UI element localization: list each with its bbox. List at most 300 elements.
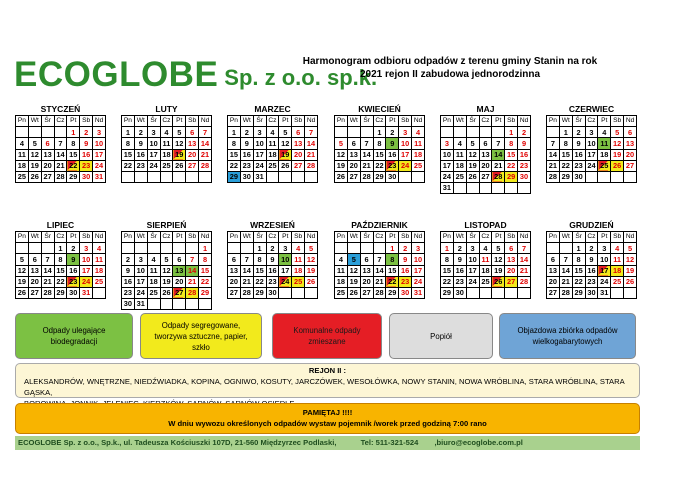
day-cell: 1 xyxy=(199,243,212,254)
day-cell: 12 xyxy=(624,254,637,265)
month-table xyxy=(334,115,425,183)
day-cell: 25 xyxy=(266,160,279,171)
day-cell: 21 xyxy=(492,160,505,171)
month-table xyxy=(15,115,106,183)
weekday-header: Cz xyxy=(479,232,492,243)
title-line-1: Harmonogram odbioru odpadów z terenu gminy Stanin na rok xyxy=(302,56,598,67)
weekday-header: Wt xyxy=(134,116,147,127)
pickup-day-cell: 9 xyxy=(67,254,80,265)
empty-cell xyxy=(347,243,360,254)
empty-cell xyxy=(305,287,318,298)
day-cell: 25 xyxy=(93,276,106,287)
empty-cell xyxy=(173,243,186,254)
day-cell: 23 xyxy=(266,276,279,287)
day-cell: 19 xyxy=(160,276,173,287)
day-cell: 4 xyxy=(292,243,305,254)
day-cell: 2 xyxy=(240,127,253,138)
day-cell: 2 xyxy=(453,243,466,254)
weekday-header: Śr xyxy=(147,116,160,127)
day-cell: 15 xyxy=(54,265,67,276)
day-cell: 5 xyxy=(466,138,479,149)
day-cell: 24 xyxy=(412,276,425,287)
day-cell: 18 xyxy=(598,149,611,160)
day-cell: 18 xyxy=(160,149,173,160)
pickup-day-cell: 9 xyxy=(386,138,399,149)
weekday-header: Wt xyxy=(28,116,41,127)
day-cell: 21 xyxy=(41,276,54,287)
day-cell: 19 xyxy=(492,265,505,276)
day-cell: 28 xyxy=(547,171,560,182)
day-cell: 18 xyxy=(147,276,160,287)
month-table xyxy=(440,231,531,299)
day-cell: 19 xyxy=(611,149,624,160)
day-cell: 14 xyxy=(373,265,386,276)
day-cell: 17 xyxy=(399,149,412,160)
day-cell: 25 xyxy=(479,276,492,287)
day-cell: 2 xyxy=(80,127,93,138)
pickup-day-cell: 22 xyxy=(386,276,399,287)
day-cell: 26 xyxy=(279,160,292,171)
empty-cell xyxy=(479,183,492,194)
day-cell: 20 xyxy=(41,160,54,171)
empty-cell xyxy=(186,299,199,310)
month-calendar xyxy=(546,104,637,183)
day-cell: 22 xyxy=(54,276,67,287)
empty-cell xyxy=(547,127,560,138)
day-cell: 8 xyxy=(559,138,572,149)
weekday-header: Śr xyxy=(41,116,54,127)
weekday-header: Nd xyxy=(305,116,318,127)
day-cell: 11 xyxy=(412,138,425,149)
day-cell: 13 xyxy=(347,149,360,160)
day-cell: 18 xyxy=(479,265,492,276)
legend-bulky xyxy=(499,313,636,359)
weekday-header: Cz xyxy=(266,116,279,127)
day-cell: 10 xyxy=(93,138,106,149)
pickup-day-cell: 24 xyxy=(279,276,292,287)
weekday-header: Wt xyxy=(559,232,572,243)
pickup-day-cell: 8 xyxy=(386,254,399,265)
empty-cell xyxy=(122,243,135,254)
empty-cell xyxy=(41,127,54,138)
day-cell: 31 xyxy=(93,171,106,182)
day-cell: 2 xyxy=(67,243,80,254)
day-cell: 27 xyxy=(41,171,54,182)
empty-cell xyxy=(585,171,598,182)
day-cell: 1 xyxy=(505,127,518,138)
empty-cell xyxy=(453,183,466,194)
day-cell: 23 xyxy=(572,160,585,171)
day-cell: 16 xyxy=(585,265,598,276)
empty-cell xyxy=(492,183,505,194)
day-cell: 15 xyxy=(386,265,399,276)
notice-box xyxy=(15,403,640,434)
month-table xyxy=(334,231,425,299)
day-cell: 6 xyxy=(292,127,305,138)
month-title: STYCZEŃ xyxy=(40,104,81,114)
day-cell: 10 xyxy=(598,254,611,265)
pickup-day-cell: 24 xyxy=(80,276,93,287)
day-cell: 30 xyxy=(399,287,412,298)
weekday-header: Pt xyxy=(67,232,80,243)
pickup-day-cell: 19 xyxy=(173,149,186,160)
day-cell: 27 xyxy=(186,160,199,171)
day-cell: 6 xyxy=(505,243,518,254)
day-cell: 26 xyxy=(624,276,637,287)
month-calendar xyxy=(121,104,212,183)
day-cell: 27 xyxy=(360,287,373,298)
weekday-header: Sb xyxy=(611,232,624,243)
day-cell: 24 xyxy=(147,160,160,171)
notice-title: PAMIĘTAJ !!!! xyxy=(302,408,353,417)
day-cell: 11 xyxy=(93,254,106,265)
day-cell: 31 xyxy=(134,299,147,310)
weekday-header: Pn xyxy=(122,116,135,127)
day-cell: 4 xyxy=(479,243,492,254)
day-cell: 2 xyxy=(122,254,135,265)
day-cell: 30 xyxy=(572,171,585,182)
day-cell: 4 xyxy=(598,127,611,138)
weekday-header: Cz xyxy=(585,232,598,243)
day-cell: 21 xyxy=(240,276,253,287)
day-cell: 11 xyxy=(266,138,279,149)
month-calendar xyxy=(546,220,637,299)
weekday-header: Pn xyxy=(547,232,560,243)
day-cell: 14 xyxy=(41,265,54,276)
day-cell: 9 xyxy=(585,254,598,265)
day-cell: 9 xyxy=(240,138,253,149)
day-cell: 5 xyxy=(16,254,29,265)
weekday-header: Pn xyxy=(335,116,348,127)
day-cell: 14 xyxy=(559,265,572,276)
day-cell: 20 xyxy=(28,276,41,287)
pickup-day-cell: 19 xyxy=(279,149,292,160)
weekday-header: Nd xyxy=(518,232,531,243)
weekday-header: Śr xyxy=(466,232,479,243)
day-cell: 18 xyxy=(292,265,305,276)
day-cell: 9 xyxy=(453,254,466,265)
day-cell: 2 xyxy=(518,127,531,138)
day-cell: 21 xyxy=(186,276,199,287)
empty-cell xyxy=(492,287,505,298)
weekday-header: Pn xyxy=(16,116,29,127)
day-cell: 4 xyxy=(611,243,624,254)
day-cell: 6 xyxy=(624,127,637,138)
empty-cell xyxy=(412,171,425,182)
weekday-header: Śr xyxy=(253,232,266,243)
month-title: GRUDZIEŃ xyxy=(569,220,614,230)
day-cell: 10 xyxy=(399,138,412,149)
day-cell: 19 xyxy=(28,160,41,171)
legend-bio-label: Odpady ulegające biodegradacji xyxy=(42,326,106,346)
weekday-header: Cz xyxy=(373,116,386,127)
day-cell: 29 xyxy=(559,171,572,182)
empty-cell xyxy=(122,171,135,182)
month-table xyxy=(227,115,318,183)
month-calendar xyxy=(227,220,318,299)
weekday-header: Pn xyxy=(441,116,454,127)
weekday-header: Śr xyxy=(360,232,373,243)
day-cell: 22 xyxy=(228,160,241,171)
day-cell: 22 xyxy=(441,276,454,287)
pickup-day-cell: 22 xyxy=(67,160,80,171)
day-cell: 13 xyxy=(41,149,54,160)
weekday-header: Cz xyxy=(373,232,386,243)
day-cell: 8 xyxy=(122,138,135,149)
empty-cell xyxy=(240,243,253,254)
empty-cell xyxy=(479,127,492,138)
empty-cell xyxy=(186,243,199,254)
empty-cell xyxy=(373,243,386,254)
day-cell: 16 xyxy=(572,149,585,160)
day-cell: 29 xyxy=(54,287,67,298)
region-title: REJON II : xyxy=(308,366,347,375)
day-cell: 3 xyxy=(399,127,412,138)
day-cell: 24 xyxy=(466,276,479,287)
footer-email: ,biuro@ecoglobe.com.pl xyxy=(434,438,523,447)
pickup-day-cell: 29 xyxy=(228,171,241,182)
month-calendar xyxy=(15,220,106,299)
pickup-day-cell: 10 xyxy=(279,254,292,265)
month-table xyxy=(227,231,318,299)
empty-cell xyxy=(16,127,29,138)
day-cell: 29 xyxy=(373,171,386,182)
day-cell: 27 xyxy=(347,171,360,182)
weekday-header: Pn xyxy=(335,232,348,243)
day-cell: 9 xyxy=(572,138,585,149)
day-cell: 11 xyxy=(335,265,348,276)
weekday-header: Cz xyxy=(585,116,598,127)
month-title: SIERPIEŃ xyxy=(146,220,187,230)
empty-cell xyxy=(173,171,186,182)
day-cell: 28 xyxy=(559,287,572,298)
legend-communal xyxy=(272,313,382,359)
weekday-header: Wt xyxy=(28,232,41,243)
day-cell: 25 xyxy=(147,287,160,298)
weekday-header: Wt xyxy=(240,232,253,243)
weekday-header: Sb xyxy=(292,232,305,243)
weekday-header: Śr xyxy=(253,116,266,127)
day-cell: 22 xyxy=(559,160,572,171)
weekday-header: Sb xyxy=(399,232,412,243)
day-cell: 17 xyxy=(80,265,93,276)
day-cell: 6 xyxy=(547,254,560,265)
day-cell: 16 xyxy=(266,265,279,276)
day-cell: 29 xyxy=(441,287,454,298)
day-cell: 12 xyxy=(28,149,41,160)
day-cell: 3 xyxy=(147,127,160,138)
empty-cell xyxy=(399,171,412,182)
day-cell: 1 xyxy=(54,243,67,254)
day-cell: 4 xyxy=(266,127,279,138)
pickup-day-cell: 26 xyxy=(611,160,624,171)
day-cell: 30 xyxy=(240,171,253,182)
day-cell: 11 xyxy=(147,265,160,276)
day-cell: 5 xyxy=(335,138,348,149)
day-cell: 17 xyxy=(134,276,147,287)
empty-cell xyxy=(199,171,212,182)
empty-cell xyxy=(624,171,637,182)
empty-cell xyxy=(54,127,67,138)
day-cell: 16 xyxy=(240,149,253,160)
month-calendar xyxy=(334,104,425,183)
empty-cell xyxy=(279,287,292,298)
empty-cell xyxy=(134,171,147,182)
weekday-header: Wt xyxy=(347,232,360,243)
day-cell: 28 xyxy=(54,171,67,182)
empty-cell xyxy=(598,171,611,182)
weekday-header: Cz xyxy=(54,232,67,243)
empty-cell xyxy=(347,127,360,138)
day-cell: 20 xyxy=(173,276,186,287)
empty-cell xyxy=(93,287,106,298)
weekday-header: Pn xyxy=(16,232,29,243)
footer-bar xyxy=(15,436,640,450)
day-cell: 30 xyxy=(67,287,80,298)
month-title: WRZESIEŃ xyxy=(250,220,295,230)
day-cell: 26 xyxy=(335,171,348,182)
day-cell: 19 xyxy=(347,276,360,287)
day-cell: 5 xyxy=(624,243,637,254)
day-cell: 21 xyxy=(547,160,560,171)
pickup-day-cell: 17 xyxy=(598,265,611,276)
day-cell: 13 xyxy=(547,265,560,276)
day-cell: 24 xyxy=(598,276,611,287)
day-cell: 20 xyxy=(624,149,637,160)
day-cell: 3 xyxy=(466,243,479,254)
pickup-day-cell: 23 xyxy=(399,276,412,287)
day-cell: 1 xyxy=(559,127,572,138)
weekday-header: Sb xyxy=(186,116,199,127)
day-cell: 10 xyxy=(80,254,93,265)
empty-cell xyxy=(16,243,29,254)
legend-ash xyxy=(389,313,493,359)
day-cell: 14 xyxy=(518,254,531,265)
day-cell: 1 xyxy=(441,243,454,254)
day-cell: 11 xyxy=(160,138,173,149)
day-cell: 10 xyxy=(412,254,425,265)
legend-segregated xyxy=(140,313,262,359)
day-cell: 4 xyxy=(412,127,425,138)
day-cell: 21 xyxy=(199,149,212,160)
day-cell: 27 xyxy=(292,160,305,171)
day-cell: 21 xyxy=(559,276,572,287)
empty-cell xyxy=(28,243,41,254)
day-cell: 13 xyxy=(624,138,637,149)
day-cell: 16 xyxy=(134,149,147,160)
weekday-header: Pn xyxy=(122,232,135,243)
day-cell: 22 xyxy=(253,276,266,287)
weekday-header: Pt xyxy=(173,232,186,243)
day-cell: 21 xyxy=(518,265,531,276)
day-cell: 15 xyxy=(505,149,518,160)
weekday-header: Cz xyxy=(160,116,173,127)
weekday-header: Sb xyxy=(505,232,518,243)
empty-cell xyxy=(441,127,454,138)
weekday-header: Nd xyxy=(518,116,531,127)
weekday-header: Pt xyxy=(598,232,611,243)
day-cell: 13 xyxy=(186,138,199,149)
day-cell: 14 xyxy=(240,265,253,276)
day-cell: 17 xyxy=(585,149,598,160)
day-cell: 7 xyxy=(360,138,373,149)
weekday-header: Wt xyxy=(559,116,572,127)
day-cell: 8 xyxy=(199,254,212,265)
weekday-header: Wt xyxy=(240,116,253,127)
day-cell: 1 xyxy=(228,127,241,138)
day-cell: 7 xyxy=(559,254,572,265)
day-cell: 24 xyxy=(441,171,454,182)
day-cell: 3 xyxy=(279,243,292,254)
logo-text: ECOGLOBE xyxy=(14,55,219,94)
day-cell: 2 xyxy=(399,243,412,254)
day-cell: 18 xyxy=(266,149,279,160)
empty-cell xyxy=(279,171,292,182)
empty-cell xyxy=(518,287,531,298)
weekday-header: Nd xyxy=(93,232,106,243)
day-cell: 8 xyxy=(373,138,386,149)
day-cell: 10 xyxy=(466,254,479,265)
day-cell: 6 xyxy=(186,127,199,138)
day-cell: 13 xyxy=(28,265,41,276)
day-cell: 6 xyxy=(347,138,360,149)
day-cell: 25 xyxy=(611,276,624,287)
day-cell: 28 xyxy=(518,276,531,287)
day-cell: 3 xyxy=(134,254,147,265)
day-cell: 4 xyxy=(147,254,160,265)
day-cell: 21 xyxy=(305,149,318,160)
day-cell: 22 xyxy=(373,160,386,171)
day-cell: 3 xyxy=(93,127,106,138)
empty-cell xyxy=(611,171,624,182)
day-cell: 26 xyxy=(28,171,41,182)
day-cell: 12 xyxy=(492,254,505,265)
day-cell: 21 xyxy=(360,160,373,171)
day-cell: 11 xyxy=(292,254,305,265)
day-cell: 2 xyxy=(386,127,399,138)
day-cell: 12 xyxy=(16,265,29,276)
empty-cell xyxy=(559,243,572,254)
day-cell: 14 xyxy=(199,138,212,149)
day-cell: 30 xyxy=(386,171,399,182)
weekday-header: Nd xyxy=(93,116,106,127)
day-cell: 1 xyxy=(373,127,386,138)
empty-cell xyxy=(228,243,241,254)
empty-cell xyxy=(147,243,160,254)
month-table xyxy=(121,115,212,183)
day-cell: 19 xyxy=(16,276,29,287)
empty-cell xyxy=(147,299,160,310)
page-title xyxy=(300,55,600,81)
empty-cell xyxy=(518,183,531,194)
day-cell: 16 xyxy=(453,265,466,276)
day-cell: 31 xyxy=(441,183,454,194)
day-cell: 29 xyxy=(386,287,399,298)
day-cell: 5 xyxy=(160,254,173,265)
day-cell: 19 xyxy=(466,160,479,171)
day-cell: 29 xyxy=(572,287,585,298)
empty-cell xyxy=(479,287,492,298)
weekday-header: Nd xyxy=(305,232,318,243)
day-cell: 2 xyxy=(572,127,585,138)
weekday-header: Wt xyxy=(453,116,466,127)
legend-bio xyxy=(15,313,133,359)
day-cell: 18 xyxy=(453,160,466,171)
notice-text: W dniu wywozu określonych odpadów wystaw pojemnik /worek przed godziną 7:00 rano xyxy=(168,419,487,428)
day-cell: 20 xyxy=(505,265,518,276)
legend-bulky-label: Objazdowa zbiórka odpadów wielkogabarytowych xyxy=(517,326,618,346)
weekday-header: Pt xyxy=(386,116,399,127)
